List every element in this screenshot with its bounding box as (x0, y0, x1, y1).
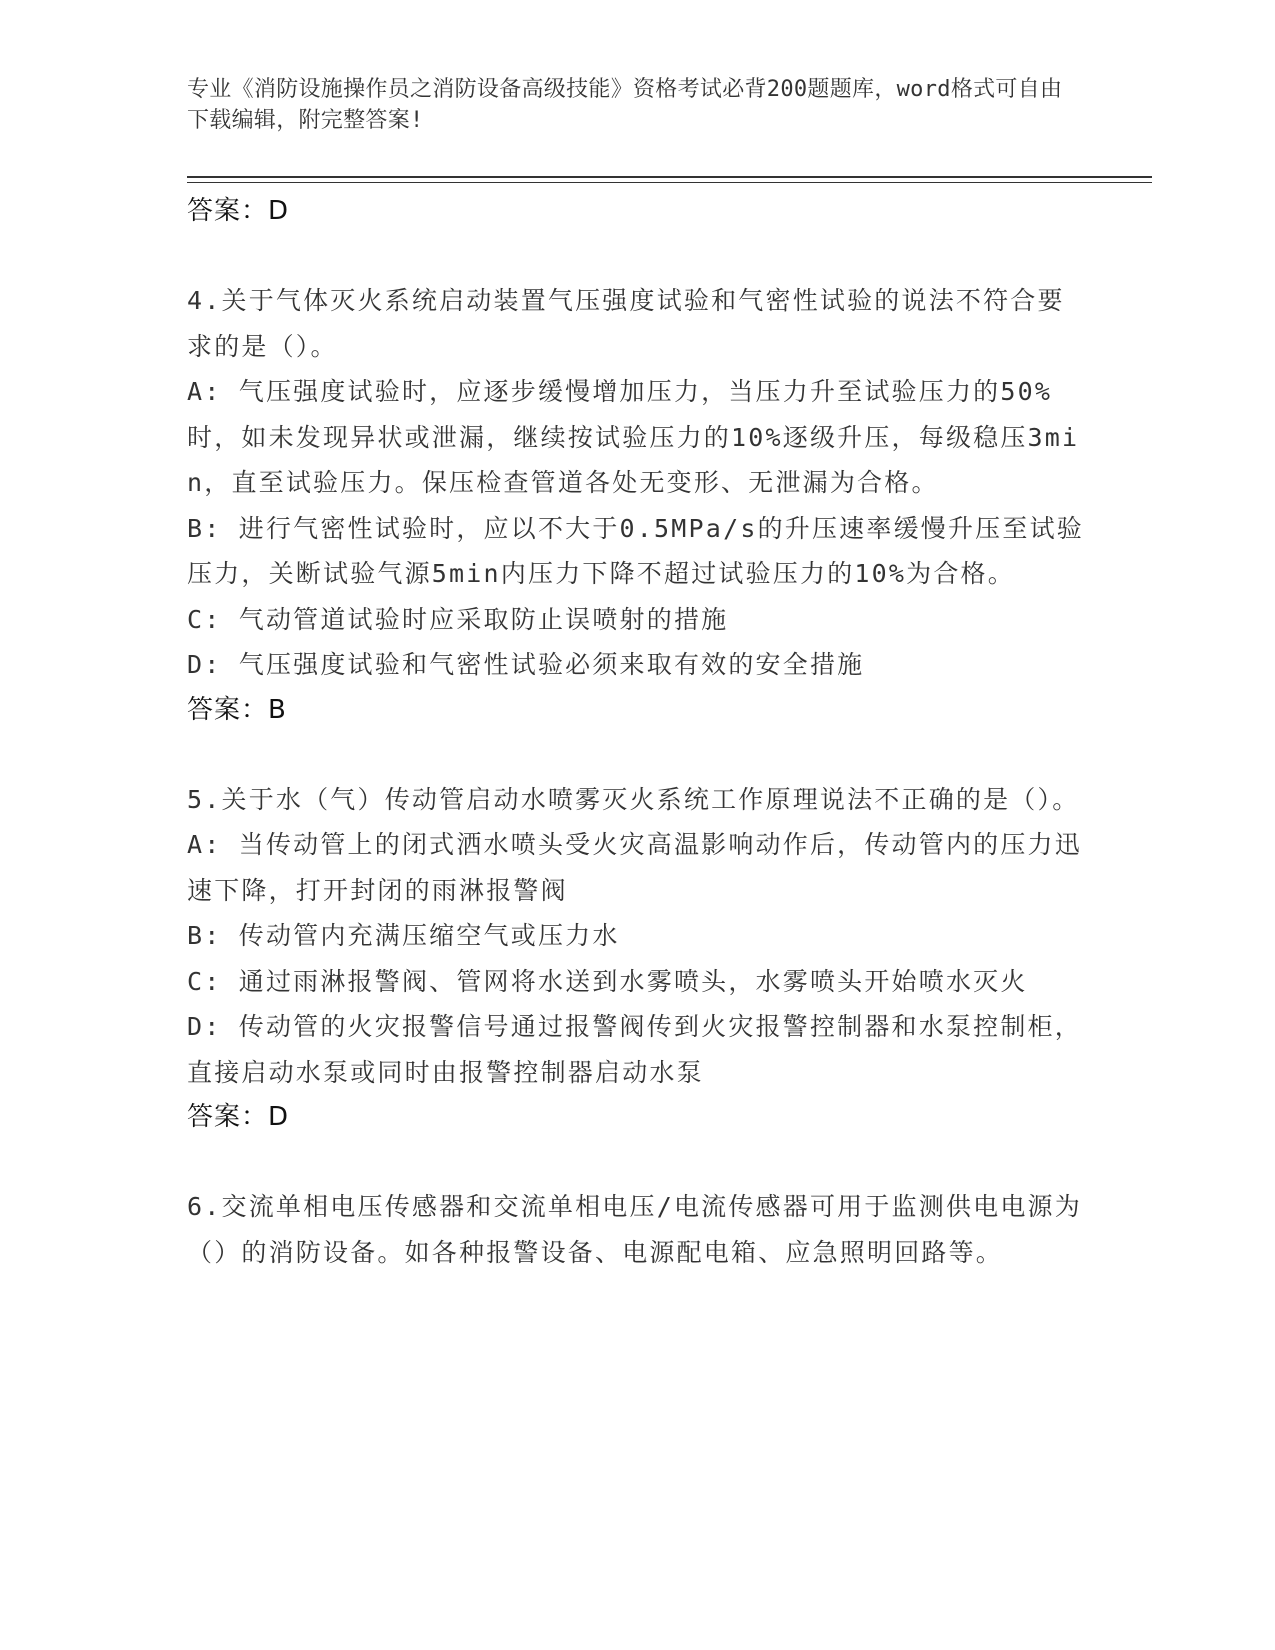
answer-label: 答案：B (187, 694, 287, 725)
question-stem: 5.关于水（气）传动管启动水喷雾灭火系统工作原理说法不正确的是（）。 (187, 784, 1080, 814)
page-header: 专业《消防设施操作员之消防设备高级技能》资格考试必背200题题库，word格式可自由下载编辑，附完整答案! (187, 77, 1063, 133)
answer-label: 答案：D (187, 1102, 290, 1132)
spacer (187, 733, 1087, 777)
question-block (187, 777, 1087, 1141)
spacer (187, 1140, 1087, 1184)
question-stem: 4.关于气体灭火系统启动装置气压强度试验和气密性试验的说法不符合要求的是（）。 (187, 286, 1065, 361)
option-b: B: 进行气密性试验时，应以不大于0.5MPa/s的升压速率缓慢升压至试验压力，关断试验气源5min内压力下降不超过试验压力的10%为合格。 (187, 513, 1084, 588)
option-b: B: 传动管内充满压缩空气或压力水 (187, 921, 620, 950)
question-stem: 6.交流单相电压传感器和交流单相电压/电流传感器可用于监测供电电源为（）的消防设备。如各种报警设备、电源配电箱、应急照明回路等。 (187, 1192, 1082, 1267)
option-c: C: 通过雨淋报警阀、管网将水送到水雾喷头，水雾喷头开始喷水灭火 (187, 966, 1028, 996)
answer-label: 答案：D (187, 196, 290, 226)
question-content (187, 189, 1087, 1275)
option-a: A: 气压强度试验时，应逐步缓慢增加压力，当压力升至试验压力的50%时，如未发现异状或泄漏，继续按试验压力的10%逐级升压，每级稳压3min，直至试验压力。保压检查管道各处无变形、无泄漏为合格。 (187, 377, 1080, 497)
option-d: D: 传动管的火灾报警信号通过报警阀传到火灾报警控制器和水泵控制柜，直接启动水泵或同时由报警控制器启动水泵 (187, 1012, 1082, 1087)
spacer (187, 234, 1087, 278)
option-c: C: 气动管道试验时应采取防止误喷射的措施 (187, 604, 729, 634)
question-block (187, 1184, 1087, 1275)
question-block (187, 278, 1087, 733)
option-a: A: 当传动管上的闭式洒水喷头受火灾高温影响动作后，传动管内的压力迅速下降，打开封闭的雨淋报警阀 (187, 830, 1082, 905)
option-d: D: 气压强度试验和气密性试验必须来取有效的安全措施 (187, 650, 865, 679)
header-divider-thick (187, 176, 1152, 178)
header-divider-thin (187, 182, 1152, 183)
